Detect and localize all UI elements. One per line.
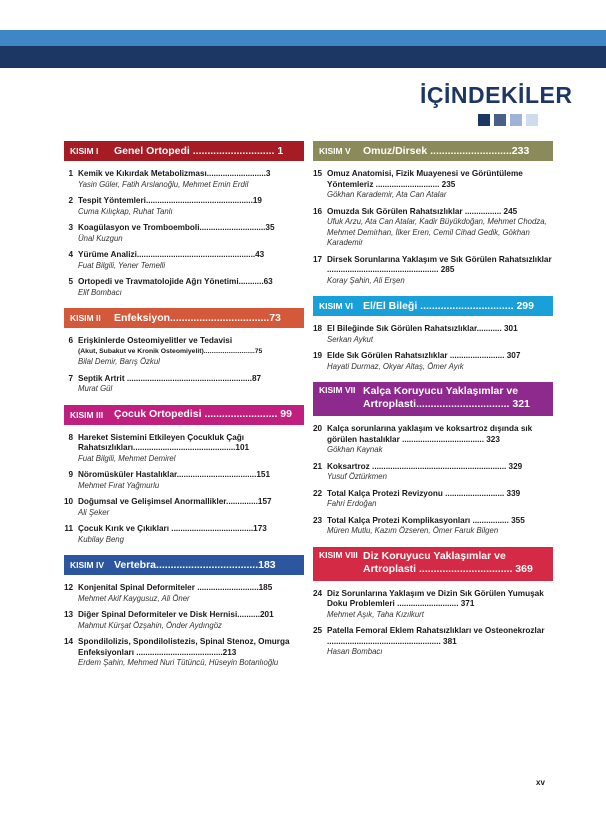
chapter-authors: Koray Şahin, Ali Erşen xyxy=(327,275,405,285)
chapter-title: Tespit Yöntemleri...............................................19 xyxy=(78,196,262,205)
chapter-authors: Fuat Bilgili, Yener Temelli xyxy=(78,260,166,270)
chapter-title: Doğumsal ve Gelişimsel Anormallikler..............157 xyxy=(78,497,272,506)
toc-entry[interactable] xyxy=(64,524,304,545)
part-number: KISIM VI xyxy=(319,301,354,311)
chapter-number: 25 xyxy=(313,626,323,635)
square-2 xyxy=(494,114,506,126)
entry-body xyxy=(327,255,553,287)
entry-body xyxy=(327,589,553,621)
entry-body xyxy=(327,424,553,456)
toc-entry[interactable] xyxy=(313,255,553,287)
entry-body xyxy=(78,470,304,491)
chapter-authors: Ünal Kuzgun xyxy=(78,233,123,243)
chapter-number: 22 xyxy=(313,488,323,498)
entry-body xyxy=(78,433,304,465)
decorative-squares xyxy=(478,114,538,126)
toc-entry[interactable] xyxy=(313,169,553,201)
header-band-white xyxy=(0,0,606,30)
chapter-authors: Murat Gül xyxy=(78,384,113,393)
right-column xyxy=(313,141,553,668)
chapter-authors: Müren Mutlu, Kazım Özseren, Ömer Faruk Bilgen xyxy=(327,526,499,535)
part-number: KISIM II xyxy=(70,313,101,323)
chapter-title: Patella Femoral Eklem Rahatsızlıkları ve Osteonekrozlar .................................................. 381 xyxy=(327,626,545,646)
chapter-title: Septik Artrit .......................................................87 xyxy=(78,373,262,383)
toc-entry[interactable] xyxy=(313,207,553,249)
part-number: KISIM VIII xyxy=(319,549,358,560)
chapter-number: 5 xyxy=(68,277,73,286)
toc-entry[interactable] xyxy=(64,277,304,298)
toc-section xyxy=(313,382,553,537)
square-3 xyxy=(510,114,522,126)
chapter-number: 17 xyxy=(313,254,323,264)
chapter-number: 10 xyxy=(64,497,74,506)
entry-body xyxy=(78,169,304,190)
entry-body xyxy=(78,524,304,545)
part-header xyxy=(64,308,304,328)
toc-entry[interactable] xyxy=(313,589,553,621)
chapter-authors: Hayati Durmaz, Okyar Altaş, Ömer Ayık xyxy=(327,361,464,371)
chapter-subtitle: (Akut, Subakut ve Kronik Osteomiyelit)...........................75 xyxy=(78,347,263,355)
chapter-authors: Fuat Bilgili, Mehmet Demirel xyxy=(78,453,176,463)
chapter-number: 15 xyxy=(313,169,323,178)
square-4 xyxy=(526,114,538,126)
chapter-title: Diğer Spinal Deformiteler ve Disk Hernisi..........201 xyxy=(78,610,274,619)
toc-entry[interactable] xyxy=(313,626,553,658)
chapter-authors: Mehmet Fırat Yağmurlu xyxy=(78,480,160,490)
chapter-title: Koagülasyon ve Tromboemboli.............................35 xyxy=(78,223,275,232)
chapter-number: 12 xyxy=(64,583,74,592)
part-header xyxy=(313,141,553,161)
square-1 xyxy=(478,114,490,126)
chapter-number: 13 xyxy=(64,610,74,619)
chapter-number: 1 xyxy=(68,169,73,178)
chapter-authors: Ufuk Arzu, Ata Can Atalar, Kadir Büyükdoğan, Mehmet Chodza, Mehmet Demirhan, İlker Eren, Cemil Cihad Gedik, Gökhan Karademir xyxy=(327,217,547,247)
entry-body xyxy=(78,223,304,244)
chapter-authors: Kubilay Beng xyxy=(78,534,124,544)
page-title: İÇİNDEKİLER xyxy=(420,82,573,108)
chapter-authors: Hasan Bombacı xyxy=(327,647,383,656)
chapter-title: El Bileğinde Sık Görülen Rahatsızlıklar........... 301 xyxy=(327,324,518,333)
chapter-authors: Gökhan Kaynak xyxy=(327,445,383,454)
toc-section xyxy=(64,555,304,669)
entry-body xyxy=(78,374,304,395)
chapter-authors: Serkan Aykut xyxy=(327,334,374,344)
toc-section xyxy=(64,308,304,395)
part-title: Genel Ortopedi ............................ 1 xyxy=(114,144,284,157)
chapter-authors: Mahmut Kürşat Özşahin, Önder Aydıngöz xyxy=(78,620,222,630)
chapter-number: 14 xyxy=(64,637,74,646)
toc-section xyxy=(313,547,553,658)
chapter-number: 23 xyxy=(313,515,323,525)
part-header xyxy=(313,547,553,581)
entry-body xyxy=(327,169,553,201)
entry-body xyxy=(327,324,553,345)
header-band-dark xyxy=(0,46,606,68)
chapter-number: 9 xyxy=(68,470,73,479)
toc-section xyxy=(64,405,304,546)
toc-entry[interactable] xyxy=(64,250,304,271)
chapter-title: Ortopedi ve Travmatolojide Ağrı Yönetimi...........63 xyxy=(78,277,273,286)
entry-body xyxy=(78,277,304,298)
entry-body xyxy=(78,336,304,368)
part-title: Çocuk Ortopedisi ......................... 99 xyxy=(114,408,292,420)
chapter-authors: Mehmet Aşık, Taha Kızılkurt xyxy=(327,609,424,619)
chapter-title: Elde Sık Görülen Rahatsızlıklar ........................ 307 xyxy=(327,351,521,360)
chapter-number: 2 xyxy=(68,196,73,205)
part-title: Vertebra...................................183 xyxy=(114,558,276,571)
chapter-title: Yürüme Analizi....................................................43 xyxy=(78,250,265,259)
entry-body xyxy=(78,196,304,217)
toc-entry[interactable] xyxy=(64,583,304,604)
chapter-number: 24 xyxy=(313,588,323,598)
part-header xyxy=(313,382,553,416)
page-number: xv xyxy=(536,778,545,787)
chapter-number: 16 xyxy=(313,206,323,216)
part-number: KISIM I xyxy=(70,146,99,156)
toc-entry[interactable] xyxy=(64,223,304,244)
chapter-number: 19 xyxy=(313,351,323,360)
entry-body xyxy=(327,351,553,372)
toc-entry[interactable] xyxy=(64,336,304,368)
chapter-authors: Erdem Şahin, Mehmed Nuri Tütüncü, Hüseyin Botanlıoğlu xyxy=(78,658,279,667)
chapter-number: 7 xyxy=(68,373,73,383)
toc-entry[interactable] xyxy=(64,470,304,491)
toc-entry[interactable] xyxy=(64,497,304,518)
entry-body xyxy=(327,626,553,658)
chapter-number: 21 xyxy=(313,461,323,471)
chapter-authors: Gökhan Karademir, Ata Can Atalar xyxy=(327,190,447,199)
part-title: El/El Bileği ................................ 299 xyxy=(363,299,534,312)
chapter-authors: Ali Şeker xyxy=(78,507,110,517)
entry-body xyxy=(78,250,304,271)
part-number: KISIM V xyxy=(319,146,351,156)
entry-body xyxy=(327,207,553,249)
part-number: KISIM IV xyxy=(70,560,105,570)
chapter-title: Konjenital Spinal Deformiteler ...........................185 xyxy=(78,583,273,592)
part-header xyxy=(64,405,304,425)
chapter-authors: Fahri Erdoğan xyxy=(327,499,377,508)
entry-body xyxy=(78,583,304,604)
chapter-number: 6 xyxy=(68,336,73,345)
part-title: Diz Koruyucu Yaklaşımlar ve Artroplasti ................................ 369 xyxy=(363,549,533,575)
chapter-title: Total Kalça Protezi Revizyonu .......................... 339 xyxy=(327,488,521,498)
entry-body xyxy=(78,497,304,518)
chapter-title: Spondilolizis, Spondilolistezis, Spinal Stenoz, Omurga Enfeksiyonları ......................................213 xyxy=(78,637,290,657)
chapter-title: Nöromüsküler Hastalıklar...................................151 xyxy=(78,470,271,479)
part-title: Enfeksiyon..................................73 xyxy=(114,311,281,324)
chapter-title: Total Kalça Protezi Komplikasyonları ................ 355 xyxy=(327,515,525,525)
part-number: KISIM VII xyxy=(319,385,356,395)
chapter-number: 18 xyxy=(313,324,323,333)
toc-entry[interactable] xyxy=(64,433,304,465)
entry-body xyxy=(327,489,553,510)
chapter-title: Erişkinlerde Osteomiyelitler ve Tedavisi xyxy=(78,336,233,345)
part-header xyxy=(313,296,553,316)
toc-entry[interactable] xyxy=(64,637,304,669)
chapter-number: 11 xyxy=(64,524,73,533)
toc-entry[interactable] xyxy=(313,424,553,456)
left-column xyxy=(64,141,304,679)
chapter-authors: Elif Bombacı xyxy=(78,287,122,297)
chapter-authors: Mehmet Akif Kaygusuz, Ali Öner xyxy=(78,593,190,603)
toc-entry[interactable] xyxy=(64,169,304,190)
toc-entry[interactable] xyxy=(313,351,553,372)
chapter-title: Kemik ve Kıkırdak Metabolizması..........................3 xyxy=(78,169,271,178)
part-header xyxy=(64,555,304,575)
toc-section xyxy=(313,141,553,286)
chapter-number: 8 xyxy=(68,432,73,442)
entry-body xyxy=(327,516,553,537)
chapter-title: Omuz Anatomisi, Fizik Muayenesi ve Görüntüleme Yöntemleriz ............................ 235 xyxy=(327,169,523,189)
chapter-title: Dirsek Sorunlarına Yaklaşım ve Sık Görülen Rahatsızlıklar ................................................. 285 xyxy=(327,254,552,274)
chapter-authors: Cuma Kılıçkap, Ruhat Tanlı xyxy=(78,206,173,216)
chapter-authors: Bilal Demir, Barış Özkul xyxy=(78,357,160,366)
chapter-title: Koksartroz ........................................................... 329 xyxy=(327,461,523,471)
part-number: KISIM III xyxy=(70,409,104,420)
toc-entry[interactable] xyxy=(64,374,304,395)
part-title: Omuz/Dirsek ............................233 xyxy=(363,144,530,157)
chapter-title: Kalça sorunlarına yaklaşım ve koksartroz dışında sık görülen hastalıklar .................................... 323 xyxy=(327,424,533,444)
toc-entry[interactable] xyxy=(313,324,553,345)
toc-entry[interactable] xyxy=(313,516,553,537)
chapter-number: 4 xyxy=(68,250,73,259)
header-band-light xyxy=(0,30,606,46)
part-title: Kalça Koruyucu Yaklaşımlar ve Artroplasti................................ 321 xyxy=(363,385,530,410)
toc-section xyxy=(64,141,304,298)
chapter-number: 20 xyxy=(313,424,323,433)
chapter-title: Çocuk Kırık ve Çıkıkları ....................................173 xyxy=(78,524,267,533)
chapter-title: Diz Sorunlarına Yaklaşım ve Dizin Sık Görülen Yumuşak Doku Problemleri ........................... 371 xyxy=(327,588,544,608)
toc-section xyxy=(313,296,553,372)
entry-body xyxy=(78,637,304,669)
chapter-title: Omuzda Sık Görülen Rahatsızlıklar ................ 245 xyxy=(327,206,518,216)
chapter-authors: Yasin Güler, Fatih Arslanoğlu, Mehmet Emin Erdil xyxy=(78,179,249,189)
toc-entry[interactable] xyxy=(313,462,553,483)
entry-body xyxy=(78,610,304,631)
part-header xyxy=(64,141,304,161)
toc-entry[interactable] xyxy=(64,196,304,217)
entry-body xyxy=(327,462,553,483)
toc-entry[interactable] xyxy=(64,610,304,631)
toc-entry[interactable] xyxy=(313,489,553,510)
chapter-authors: Yusuf Öztürkmen xyxy=(327,472,387,481)
chapter-number: 3 xyxy=(68,223,73,232)
chapter-title: Hareket Sistemini Etkileyen Çocukluk Çağı Rahatsızlıkları.............................................101 xyxy=(78,432,250,452)
